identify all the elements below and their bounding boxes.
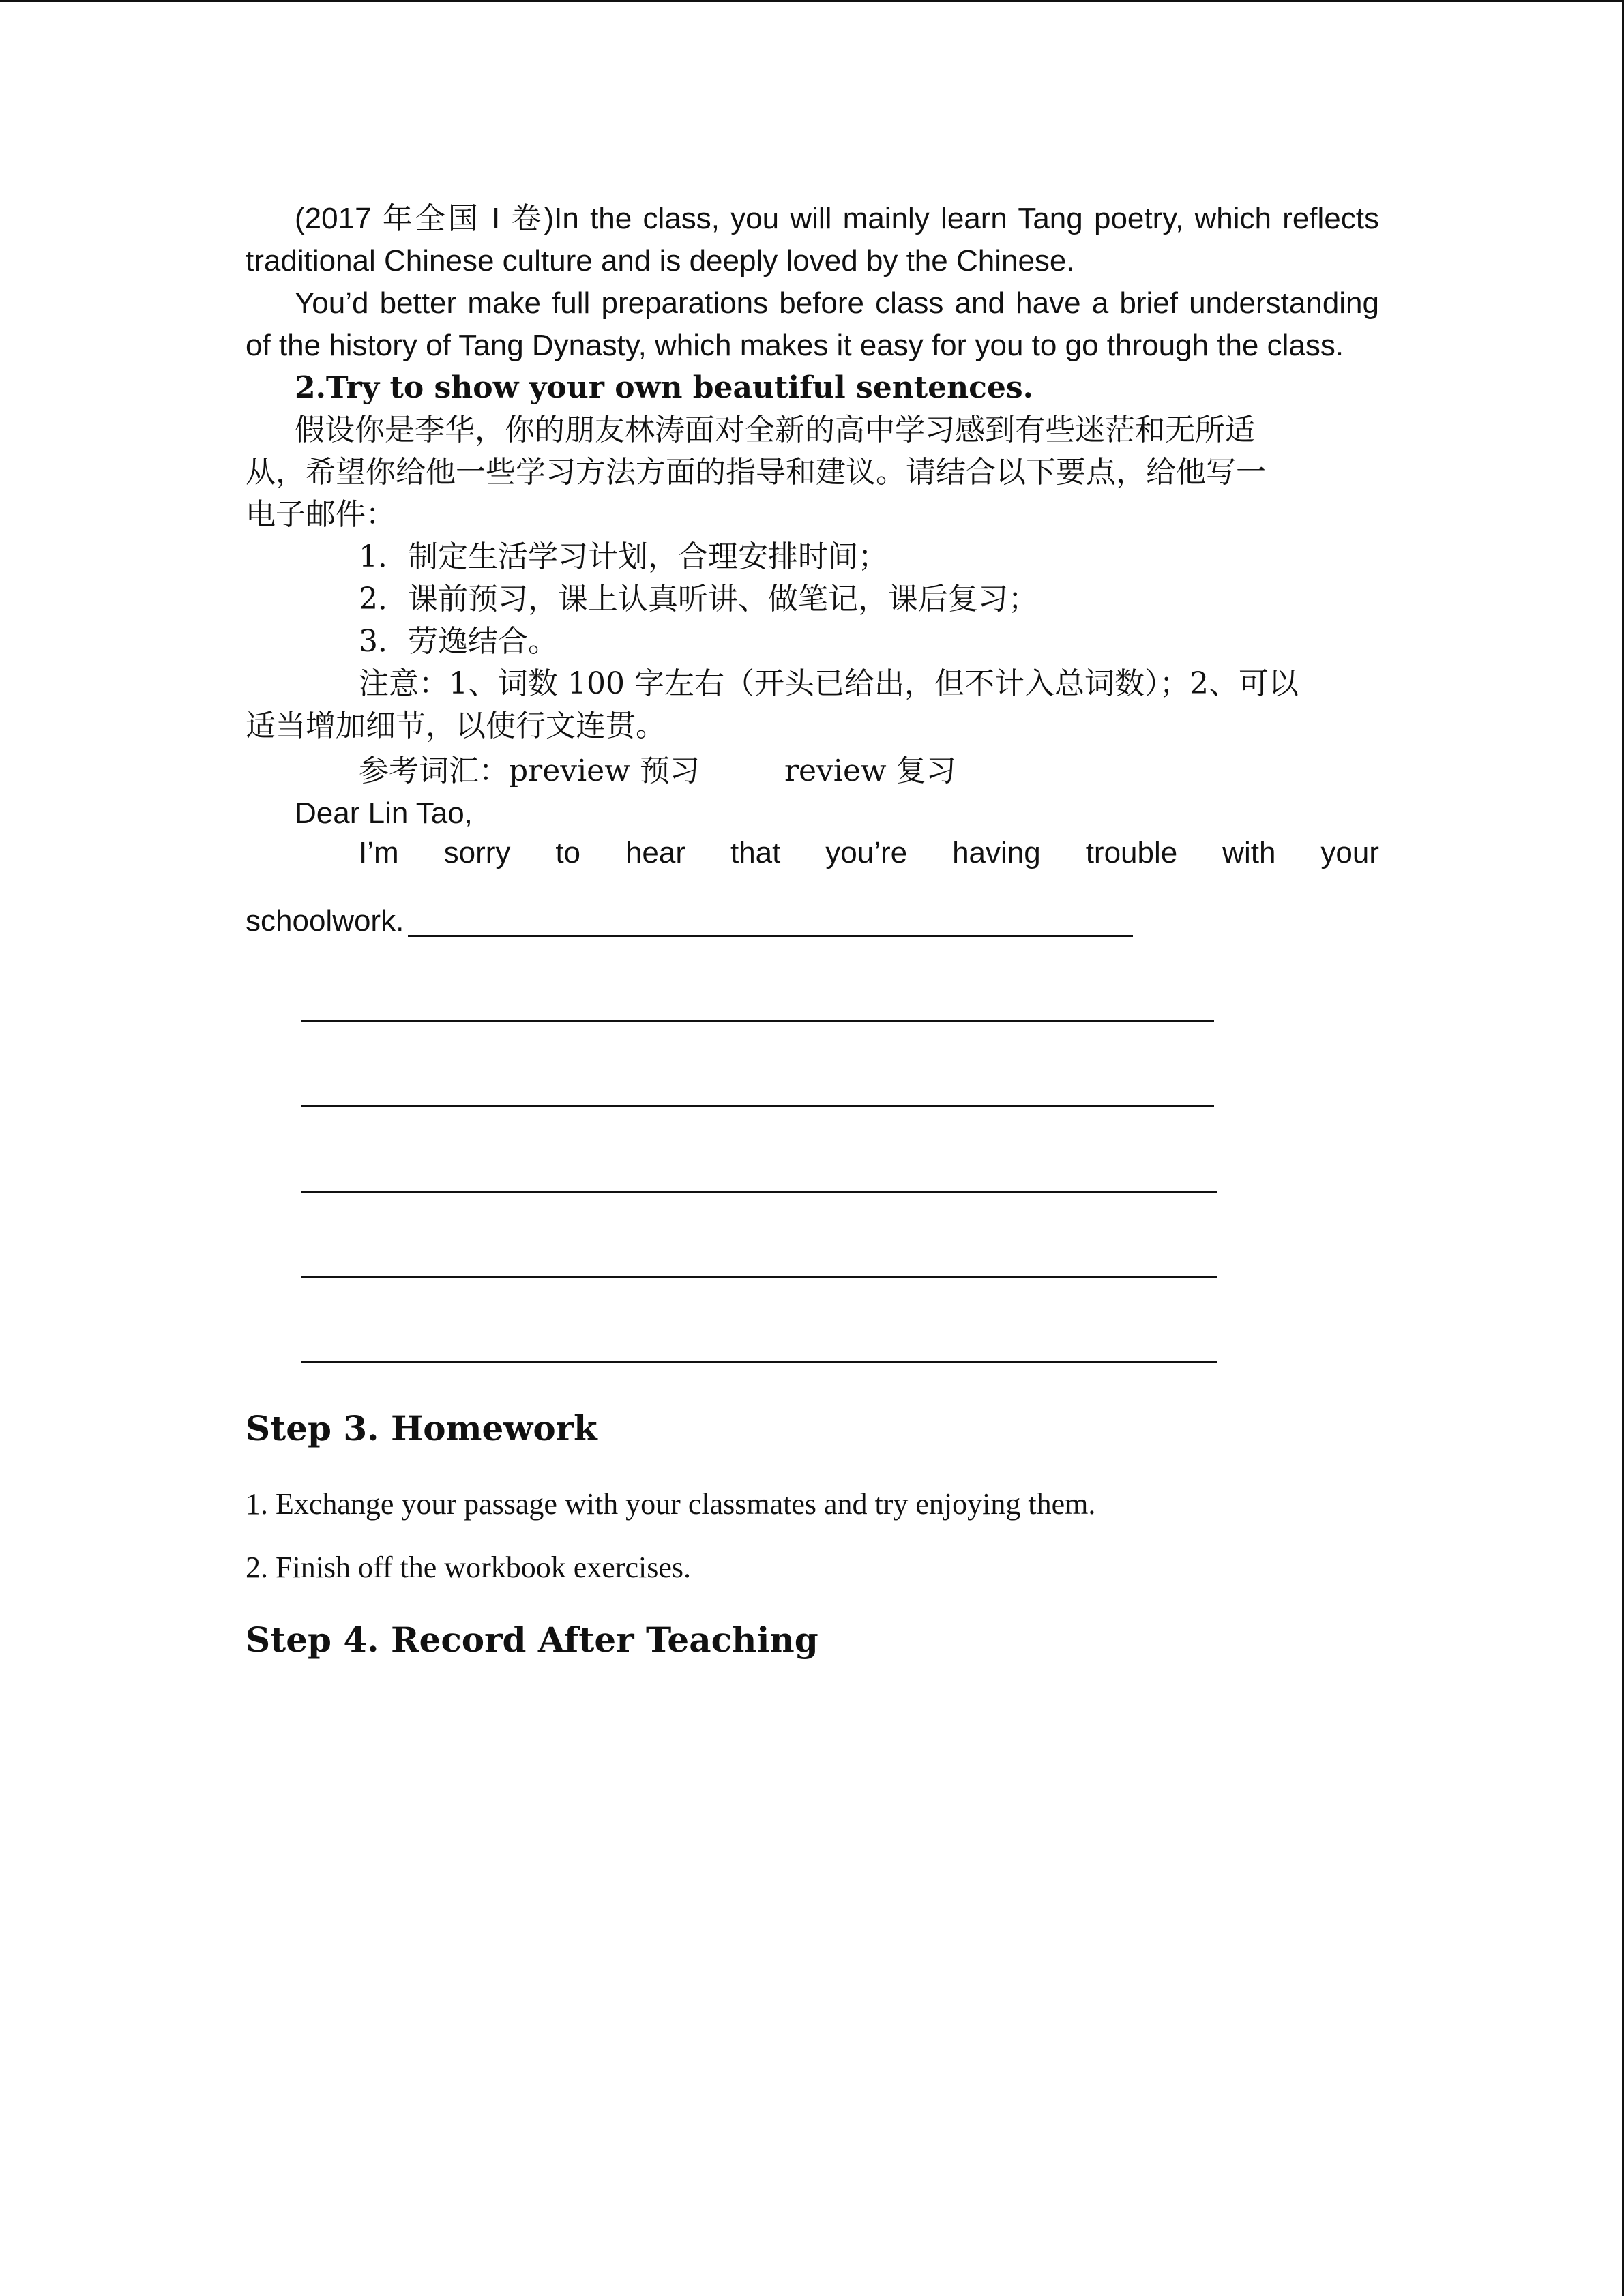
answer-line[interactable] [301,1020,1214,1022]
para1-line2: traditional Chinese culture and is deeply loved by the Chinese. [246,244,1075,278]
para2-line1: You’d better make full preparations before class and have a brief understanding [295,286,1379,320]
vocab-preview: 参考词汇：preview 预习 [359,754,700,788]
opening-word: hear [625,836,686,869]
answer-line[interactable] [301,1105,1214,1107]
point-1: 1．制定生活学习计划，合理安排时间； [359,539,888,574]
opening-word: trouble [1085,836,1178,869]
opening-word: I’m [359,836,399,869]
step3-title: Step 3. Homework [246,1408,597,1448]
opening-word: that [730,836,781,869]
prompt-line2: 从，希望你给他一些学习方法方面的指导和建议。请结合以下要点，给他写一 [246,455,1266,490]
note-line2: 适当增加细节，以使行文连贯。 [246,709,666,743]
letter-opening-end: schoolwork. [246,904,404,938]
answer-line[interactable] [301,1276,1217,1278]
point-3: 3．劳逸结合。 [359,624,558,659]
homework-item-1: 1. Exchange your passage with your classmates and try enjoying them. [246,1487,1096,1521]
letter-greeting: Dear Lin Tao, [295,796,473,830]
answer-line[interactable] [408,935,1133,937]
letter-opening-line [246,836,1379,870]
task-heading: 2.Try to show your own beautiful sentences. [295,370,1033,405]
para1-line1: (2017 年全国 I 卷)In the class, you will mainly learn Tang poetry, which reflects [295,202,1379,235]
opening-word: you’re [825,836,908,869]
answer-line[interactable] [301,1361,1217,1363]
point-2: 2．课前预习，课上认真听讲、做笔记，课后复习； [359,582,1038,616]
prompt-line3: 电子邮件： [246,497,396,532]
opening-word: sorry [443,836,511,869]
answer-line[interactable] [301,1191,1217,1193]
step4-title: Step 4. Record After Teaching [246,1620,818,1660]
opening-word: having [952,836,1041,869]
opening-word: to [555,836,581,869]
vocab-review: review 复习 [784,754,956,788]
page-border-top [0,0,1624,2]
prompt-line1: 假设你是李华，你的朋友林涛面对全新的高中学习感到有些迷茫和无所适 [295,413,1255,447]
note-line1: 注意：1、词数 100 字左右（开头已给出，但不计入总词数）；2、可以 [359,666,1299,701]
homework-item-2: 2. Finish off the workbook exercises. [246,1551,691,1584]
para2-line2: of the history of Tang Dynasty, which makes it easy for you to go through the class. [246,329,1344,362]
opening-word: with [1222,836,1276,869]
opening-word: your [1320,836,1379,869]
